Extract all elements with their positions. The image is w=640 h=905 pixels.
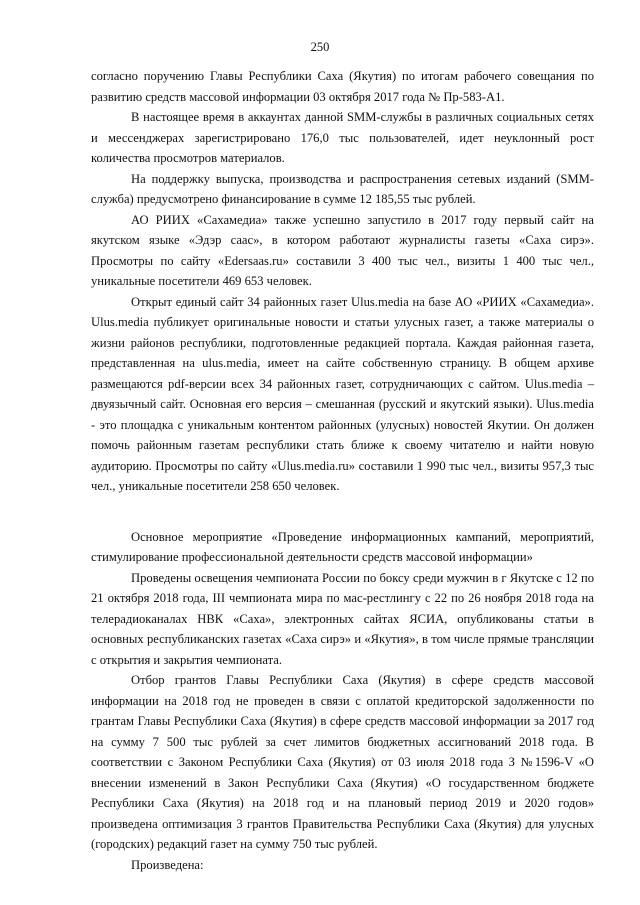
- section-gap: [91, 497, 594, 527]
- paragraph: Отбор грантов Главы Республики Саха (Якутия) в сфере средств массовой информации на 2018 год не проведен в связи с оплатой кредиторской задолженности по грантам Главы Республики Саха (Якутия) в сфере средств массовой информации за 2017 год на сумму 7 500 тыс рублей за счет лимитов бюджетных ассигнований 2018 года. В соответствии с Законом Республики Саха (Якутия) от 03 июля 2018 года З №1596-V «О внесении изменений в Закон Республики Саха (Якутия) «О государственном бюджете Республики Саха (Якутия) на 2018 год и на плановый период 2019 и 2020 годов» произведена оптимизация 3 грантов Правительства Республики Саха (Якутия) для улусных (городских) редакций газет на сумму 750 тыс рублей.: [91, 673, 594, 851]
- paragraph: АО РИИХ «Сахамедиа» также успешно запустило в 2017 году первый сайт на якутском языке «Эдэр саас», в котором работают журналисты газеты «Саха сирэ». Просмотры по сайту «Edersaas.ru» составили 3 400 тыс чел., визиты 1 400 тыс чел., уникальные посетители 469 653 человек.: [91, 212, 594, 288]
- page-number: 250: [310, 40, 330, 54]
- paragraph: В настоящее время в аккаунтах данной SMM-службы в различных социальных сетях и мессенджерах зарегистрировано 176,0 тыс пользователей, идет неуклонный рост количества просмотров материалов.: [91, 110, 594, 165]
- section-heading: Основное мероприятие «Проведение информационных кампаний, мероприятий, стимулирование профессиональной деятельности средств массовой информации»: [91, 529, 594, 564]
- paragraph: На поддержку выпуска, производства и распространения сетевых изданий (SMM-служба) предусмотрено финансирование в сумме 12 185,55 тыс рублей.: [91, 171, 594, 206]
- paragraph: Открыт единый сайт 34 районных газет Ulus.media на базе АО «РИИХ «Сахамедиа». Ulus.media публикует оригинальные новости и статьи улусных газет, а также материалы о жизни районов республики, подготовленные редакцией портала. Каждая районная газета, представленная на ulus.media, имеет на сайте собственную страницу. В общем архиве размещаются pdf-версии всех 34 районных газет, сотрудничающих с сайтом. Ulus.media – двуязычный сайт. Основная его версия – смешанная (русский и якутский языки). Ulus.media - это площадка с уникальным контентом районных (улусных) новостей Якутии. Он должен помочь районным газетам республики стать ближе к своему читателю и найти новую аудиторию. Просмотры по сайту «Ulus.media.ru» составили 1 990 тыс чел., визиты 957,3 тыс чел., уникальные посетители 258 650 человек.: [91, 294, 594, 493]
- paragraph: Произведена:: [131, 857, 204, 872]
- paragraph: Проведены освещения чемпионата России по боксу среди мужчин в г Якутске с 12 по 21 октября 2018 года, III чемпионата мира по мас-рестлингу с 22 по 26 ноября 2018 года на телерадиоканалах НВК «Саха», электронных сайтах ЯСИА, опубликованы статьи в основных республиканских газетах «Саха сирэ» и «Якутия», в том числе прямые трансляции с открытия и закрытия чемпионата.: [91, 570, 594, 667]
- document-body: [91, 66, 594, 875]
- paragraph-group-top: [91, 66, 594, 497]
- paragraph: согласно поручению Главы Республики Саха (Якутия) по итогам рабочего совещания по развитию средств массовой информации 03 октября 2017 года № Пр-583-А1.: [91, 69, 594, 104]
- paragraph-group-bottom: [91, 527, 594, 876]
